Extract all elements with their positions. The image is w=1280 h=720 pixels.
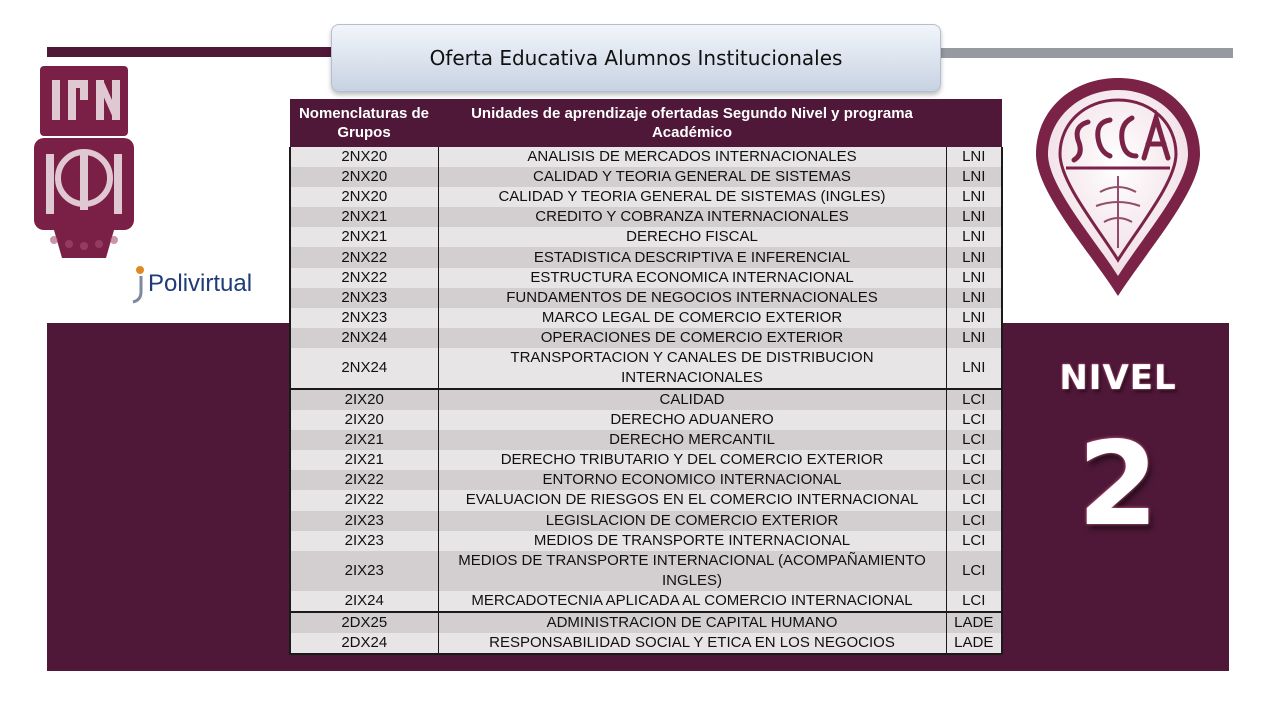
group-cell: 2NX24 [290,348,438,389]
subject-cell: RESPONSABILIDAD SOCIAL Y ETICA EN LOS NEGOCIOS [438,633,946,654]
program-cell: LCI [946,511,1002,531]
program-cell: LCI [946,430,1002,450]
program-cell: LNI [946,308,1002,328]
program-cell: LCI [946,591,1002,612]
subject-cell: ESTRUCTURA ECONOMICA INTERNACIONAL [438,268,946,288]
group-cell: 2IX23 [290,531,438,551]
program-cell: LADE [946,612,1002,633]
table-row [290,470,1002,490]
subject-cell: MEDIOS DE TRANSPORTE INTERNACIONAL [438,531,946,551]
group-cell: 2NX23 [290,288,438,308]
group-cell: 2IX22 [290,490,438,510]
program-cell: LNI [946,147,1002,167]
program-cell: LNI [946,348,1002,389]
polivirtual-logo [130,262,252,306]
table-row [290,268,1002,288]
program-cell: LNI [946,187,1002,207]
group-cell: 2NX22 [290,247,438,267]
ipn-logo-icon [24,58,144,268]
subject-cell: ADMINISTRACION DE CAPITAL HUMANO [438,612,946,633]
table-row [290,288,1002,308]
subject-cell: DERECHO FISCAL [438,227,946,247]
program-cell: LCI [946,531,1002,551]
program-cell: LADE [946,633,1002,654]
subject-cell: OPERACIONES DE COMERCIO EXTERIOR [438,328,946,348]
subject-cell: MERCADOTECNIA APLICADA AL COMERCIO INTERNACIONAL [438,591,946,612]
subject-cell: CALIDAD Y TEORIA GENERAL DE SISTEMAS [438,167,946,187]
esca-logo-icon [1030,72,1206,302]
program-cell: LCI [946,389,1002,410]
table-row [290,207,1002,227]
program-cell: LCI [946,551,1002,591]
table-row [290,490,1002,510]
level-label: NIVEL [1059,358,1177,398]
program-cell: LNI [946,227,1002,247]
group-cell: 2IX20 [290,389,438,410]
group-cell: 2DX24 [290,633,438,654]
program-cell: LNI [946,288,1002,308]
subject-cell: ENTORNO ECONOMICO INTERNACIONAL [438,470,946,490]
subject-cell: CALIDAD [438,389,946,410]
table-row [290,591,1002,612]
table-row [290,227,1002,247]
group-cell: 2DX25 [290,612,438,633]
group-cell: 2IX23 [290,511,438,531]
program-cell: LNI [946,207,1002,227]
subject-cell: DERECHO MERCANTIL [438,430,946,450]
group-cell: 2IX21 [290,450,438,470]
table-row [290,328,1002,348]
group-cell: 2IX21 [290,430,438,450]
header-bar-left [47,47,337,57]
subject-cell: DERECHO TRIBUTARIO Y DEL COMERCIO EXTERIOR [438,450,946,470]
column-header-groups: Nomenclaturas de Grupos [290,99,438,147]
group-cell: 2NX20 [290,167,438,187]
table-header-row [290,99,1002,147]
page-title: Oferta Educativa Alumnos Institucionales [331,24,941,92]
table-row [290,247,1002,267]
course-table-container [289,99,1001,655]
subject-cell: CREDITO Y COBRANZA INTERNACIONALES [438,207,946,227]
program-cell: LCI [946,490,1002,510]
program-cell: LNI [946,247,1002,267]
group-cell: 2NX20 [290,187,438,207]
table-row [290,167,1002,187]
header-bar-right [938,48,1233,58]
table-row [290,410,1002,430]
polivirtual-mark-icon [130,264,146,304]
table-row [290,187,1002,207]
program-cell: LCI [946,410,1002,430]
program-cell: LNI [946,167,1002,187]
group-cell: 2NX23 [290,308,438,328]
table-row [290,147,1002,167]
group-cell: 2NX22 [290,268,438,288]
group-cell: 2IX22 [290,470,438,490]
group-cell: 2NX24 [290,328,438,348]
subject-cell: MEDIOS DE TRANSPORTE INTERNACIONAL (ACOMPAÑAMIENTO INGLES) [438,551,946,591]
table-row [290,511,1002,531]
group-cell: 2NX21 [290,227,438,247]
subject-cell: TRANSPORTACION Y CANALES DE DISTRIBUCION INTERNACIONALES [438,348,946,389]
program-cell: LCI [946,450,1002,470]
program-cell: LNI [946,328,1002,348]
group-cell: 2IX23 [290,551,438,591]
table-row [290,450,1002,470]
course-table [289,99,1003,655]
subject-cell: DERECHO ADUANERO [438,410,946,430]
column-header-subjects: Unidades de aprendizaje ofertadas Segundo Nivel y programa Académico [438,99,1002,147]
subject-cell: ANALISIS DE MERCADOS INTERNACIONALES [438,147,946,167]
subject-cell: MARCO LEGAL DE COMERCIO EXTERIOR [438,308,946,328]
program-cell: LCI [946,470,1002,490]
table-row [290,633,1002,654]
group-cell: 2IX24 [290,591,438,612]
program-cell: LNI [946,268,1002,288]
subject-cell: EVALUACION DE RIESGOS EN EL COMERCIO INTERNACIONAL [438,490,946,510]
table-row [290,531,1002,551]
table-row [290,348,1002,389]
polivirtual-text: Polivirtual [148,270,253,297]
subject-cell: CALIDAD Y TEORIA GENERAL DE SISTEMAS (INGLES) [438,187,946,207]
table-body [290,147,1002,654]
subject-cell: LEGISLACION DE COMERCIO EXTERIOR [438,511,946,531]
group-cell: 2IX20 [290,410,438,430]
table-row [290,389,1002,410]
table-row [290,551,1002,591]
group-cell: 2NX21 [290,207,438,227]
table-row [290,612,1002,633]
subject-cell: FUNDAMENTOS DE NEGOCIOS INTERNACIONALES [438,288,946,308]
table-row [290,308,1002,328]
subject-cell: ESTADISTICA DESCRIPTIVA E INFERENCIAL [438,247,946,267]
level-number: 2 [1077,417,1159,552]
table-row [290,430,1002,450]
group-cell: 2NX20 [290,147,438,167]
